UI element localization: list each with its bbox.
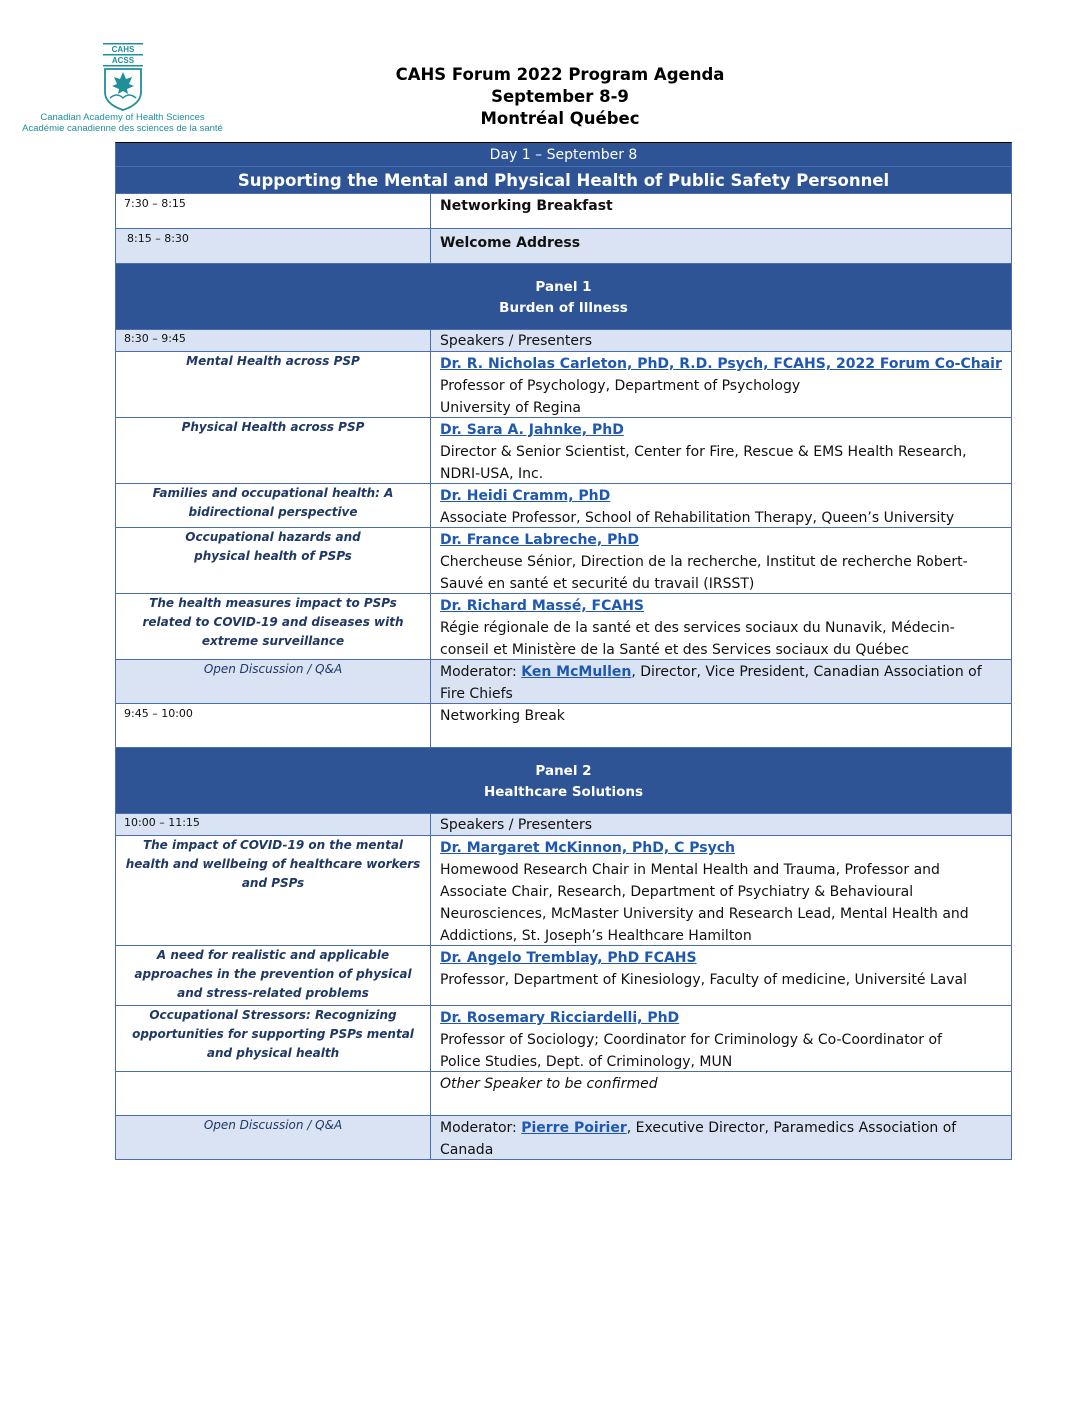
cahs-shield-icon (101, 40, 145, 112)
speaker-detail: Director & Senior Scientist, Center for Fire, Rescue & EMS Health Research, (440, 444, 967, 460)
speaker-detail: Régie régionale de la santé et des services sociaux du Nunavik, Médecin- (440, 620, 955, 636)
moderator-link[interactable]: Pierre Poirier (521, 1120, 627, 1136)
table-row (115, 1072, 1012, 1116)
speaker-link[interactable]: Dr. Margaret McKinnon, PhD, C Psych (440, 840, 735, 856)
table-row (115, 229, 1012, 264)
table-row (115, 1116, 1012, 1160)
table-row (115, 814, 1012, 836)
time-cell: 8:15 – 8:30 (116, 229, 431, 263)
table-row (115, 352, 1012, 418)
document-title: CAHS Forum 2022 Program Agenda (395, 65, 725, 84)
speaker-cell (431, 418, 1011, 483)
moderator-role-line2: Fire Chiefs (440, 686, 513, 702)
table-row (115, 836, 1012, 946)
speaker-detail: Associate Professor, School of Rehabilitation Therapy, Queen’s University (440, 510, 955, 526)
empty-cell (116, 1072, 431, 1115)
topic-cell: Mental Health across PSP (116, 352, 431, 417)
table-row (115, 194, 1012, 229)
speaker-link[interactable]: Dr. R. Nicholas Carleton, PhD, R.D. Psych, FCAHS, 2022 Forum Co-Chair (440, 356, 1002, 372)
speaker-detail: Professor of Sociology; Coordinator for Criminology & Co-Coordinator of (440, 1032, 942, 1048)
speaker-detail: Addictions, St. Joseph’s Healthcare Hamilton (440, 928, 752, 944)
table-row (115, 418, 1012, 484)
document-dates: September 8-9 (491, 87, 629, 106)
speaker-link[interactable]: Dr. Sara A. Jahnke, PhD (440, 422, 624, 438)
agenda-table (115, 142, 1012, 1160)
table-row (115, 946, 1012, 1006)
moderator-cell (431, 1116, 1011, 1159)
moderator-role: , Director, Vice President, Canadian Association of (631, 664, 982, 680)
table-row (115, 660, 1012, 704)
other-speaker: Other Speaker to be confirmed (440, 1076, 658, 1092)
day-header: Day 1 – September 8 (115, 142, 1012, 167)
table-row (115, 594, 1012, 660)
panel-name: Burden of Illness (499, 300, 628, 316)
topic-cell: Occupational Stressors: Recognizing opportunities for supporting PSPs mental and physical health (116, 1006, 431, 1071)
document-location: Montréal Québec (480, 109, 640, 128)
topic-cell: Families and occupational health: A bidirectional perspective (116, 484, 431, 527)
moderator-role-line2: Canada (440, 1142, 494, 1158)
table-row (115, 330, 1012, 352)
svg-text:ACSS: ACSS (111, 56, 134, 65)
speaker-detail: Neurosciences, McMaster University and Research Lead, Mental Health and (440, 906, 969, 922)
moderator-link[interactable]: Ken McMullen (521, 664, 632, 680)
speaker-detail: Sauvé en santé et securité du travail (IRSST) (440, 576, 755, 592)
speaker-cell (431, 1006, 1011, 1071)
speaker-cell (431, 836, 1011, 945)
time-cell: 7:30 – 8:15 (116, 194, 431, 228)
moderator-prefix: Moderator: (440, 1120, 522, 1136)
table-row (115, 1006, 1012, 1072)
speaker-cell (431, 946, 1011, 1005)
session-label: Networking Breakfast (440, 198, 613, 214)
panel-name: Healthcare Solutions (483, 784, 644, 800)
discussion-cell: Open Discussion / Q&A (116, 1116, 431, 1159)
speaker-cell (431, 528, 1011, 593)
speaker-detail: University of Regina (440, 400, 581, 416)
speakers-header: Speakers / Presenters (440, 817, 593, 833)
speaker-link[interactable]: Dr. Richard Massé, FCAHS (440, 598, 645, 614)
topic-cell: A need for realistic and applicable approaches in the prevention of physical and stress-related problems (116, 946, 431, 1005)
table-row (115, 704, 1012, 748)
document-header (300, 64, 820, 130)
logo-name-fr: Académie canadienne des sciences de la santé (22, 123, 223, 134)
speaker-detail: Police Studies, Dept. of Criminology, MUN (440, 1054, 733, 1070)
speaker-link[interactable]: Dr. Heidi Cramm, PhD (440, 488, 611, 504)
cahs-logo (20, 40, 225, 134)
panel-number: Panel 1 (535, 279, 592, 295)
topic-cell: Occupational hazards and physical health of PSPs (116, 528, 431, 593)
speaker-link[interactable]: Dr. France Labreche, PhD (440, 532, 639, 548)
speaker-detail: NDRI-USA, Inc. (440, 466, 544, 482)
topic-cell: The health measures impact to PSPs related to COVID-19 and diseases with extreme surveillance (116, 594, 431, 659)
table-row (115, 484, 1012, 528)
time-cell: 8:30 – 9:45 (116, 330, 431, 351)
moderator-role: , Executive Director, Paramedics Association of (626, 1120, 957, 1136)
table-row (115, 528, 1012, 594)
panel-number: Panel 2 (535, 763, 592, 779)
svg-text:CAHS: CAHS (111, 45, 134, 54)
speaker-detail: Professor, Department of Kinesiology, Faculty of medicine, Université Laval (440, 972, 968, 988)
panel-header (115, 264, 1012, 330)
time-cell: 10:00 – 11:15 (116, 814, 431, 835)
speaker-cell (431, 352, 1011, 417)
speaker-detail: Associate Chair, Research, Department of Psychiatry & Behavioural (440, 884, 914, 900)
speaker-detail: Chercheuse Sénior, Direction de la recherche, Institut de recherche Robert- (440, 554, 968, 570)
session-label: Welcome Address (440, 235, 581, 251)
discussion-cell: Open Discussion / Q&A (116, 660, 431, 703)
speaker-cell (431, 594, 1011, 659)
speaker-link[interactable]: Dr. Angelo Tremblay, PhD FCAHS (440, 950, 697, 966)
panel-header (115, 748, 1012, 814)
theme-header: Supporting the Mental and Physical Health of Public Safety Personnel (115, 167, 1012, 194)
moderator-prefix: Moderator: (440, 664, 522, 680)
speaker-detail: Professor of Psychology, Department of Psychology (440, 378, 801, 394)
topic-cell: Physical Health across PSP (116, 418, 431, 483)
speakers-header: Speakers / Presenters (440, 333, 593, 349)
speaker-detail: conseil et Ministère de la Santé et des Services sociaux du Québec (440, 642, 910, 658)
time-cell: 9:45 – 10:00 (116, 704, 431, 747)
moderator-cell (431, 660, 1011, 703)
speaker-cell (431, 484, 1011, 527)
topic-cell: The impact of COVID-19 on the mental health and wellbeing of healthcare workers and PSPs (116, 836, 431, 945)
logo-name-en: Canadian Academy of Health Sciences (40, 112, 205, 123)
speaker-detail: Homewood Research Chair in Mental Health and Trauma, Professor and (440, 862, 940, 878)
session-label: Networking Break (440, 708, 565, 724)
speaker-link[interactable]: Dr. Rosemary Ricciardelli, PhD (440, 1010, 680, 1026)
